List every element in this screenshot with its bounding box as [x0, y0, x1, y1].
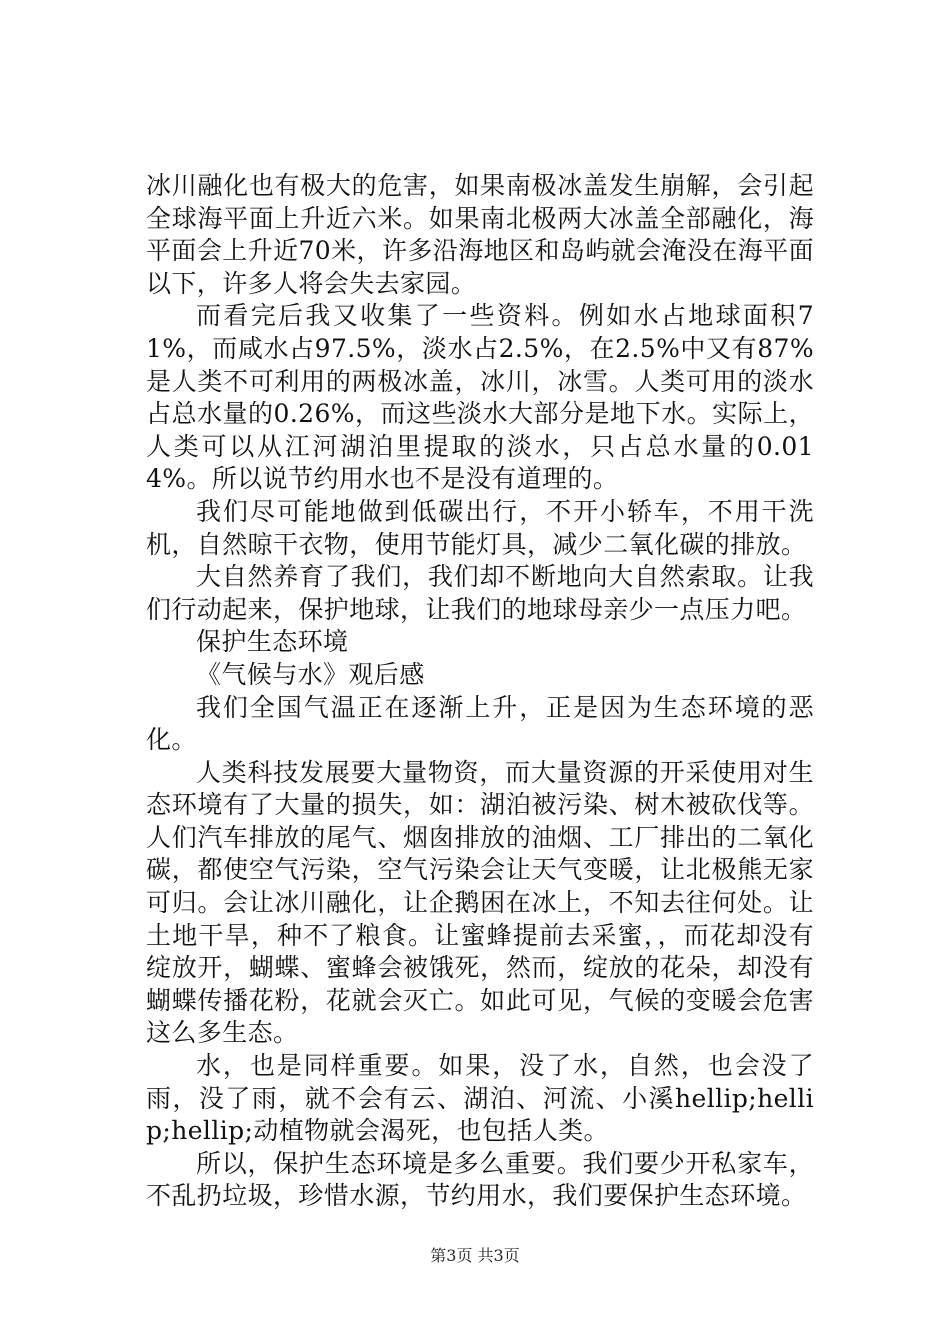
document-body — [146, 170, 814, 1213]
paragraph-water-importance: 水，也是同样重要。如果，没了水，自然，也会没了雨，没了雨，就不会有云、湖泊、河流、小溪hellip;hellip;hellip;动植物就会渴死，也包括人类。 — [146, 1051, 814, 1146]
paragraph-glacier-melting: 冰川融化也有极大的危害，如果南极冰盖发生崩解，会引起全球海平面上升近六米。如果南北极两大冰盖全部融化，海平面会上升近70米，许多沿海地区和岛屿就会淹没在海平面以下，许多人将会失去家园。 — [146, 171, 814, 298]
paragraph-protect-earth: 大自然养育了我们，我们却不断地向大自然索取。让我们行动起来，保护地球，让我们的地球母亲少一点压力吧。 — [146, 562, 814, 624]
section-heading: 保护生态环境 — [196, 627, 349, 657]
paragraph-low-carbon: 我们尽可能地做到低碳出行，不开小轿车，不用干洗机，自然晾干衣物，使用节能灯具，减少二氧化碳的排放。 — [146, 496, 814, 559]
paragraph-conclusion: 所以，保护生态环境是多么重要。我们要少开私家车，不乱扔垃圾，珍惜水源，节约用水，我们要保护生态环境。 — [146, 1148, 814, 1211]
page-number-footer: 第3页 共3页 — [430, 1246, 520, 1265]
paragraph-water-statistics: 而看完后我又收集了一些资料。例如水占地球面积71%，而咸水占97.5%，淡水占2.5%，在2.5%中又有87%是人类不可利用的两极冰盖，冰川，冰雪。人类可用的淡水占总水量的0.26%，而这些淡水大部分是地下水。实际上，人类可以从江河湖泊里提取的淡水，只占总水量的0.014%。所以说节约用水也不是没有道理的。 — [146, 301, 814, 494]
paragraph-temperature-rise: 我们全国气温正在逐渐上升，正是因为生态环境的恶化。 — [146, 692, 814, 755]
paragraph-pollution-effects: 人类科技发展要大量物资，而大量资源的开采使用对生态环境有了大量的损失，如：湖泊被污染、树木被砍伐等。人们汽车排放的尾气、烟囱排放的油烟、工厂排出的二氧化碳，都使空气污染，空气污染会让天气变暖，让北极熊无家可归。会让冰川融化，让企鹅困在冰上，不知去往何处。让土地干旱，种不了粮食。让蜜蜂提前去采蜜，，而花却没有绽放开，蝴蝶、蜜蜂会被饿死，然而，绽放的花朵，却没有蝴蝶传播花粉，花就会灭亡。如此可见，气候的变暖会危害这么多生态。 — [146, 757, 814, 1048]
essay-title: 《气候与水》观后感 — [196, 659, 425, 689]
